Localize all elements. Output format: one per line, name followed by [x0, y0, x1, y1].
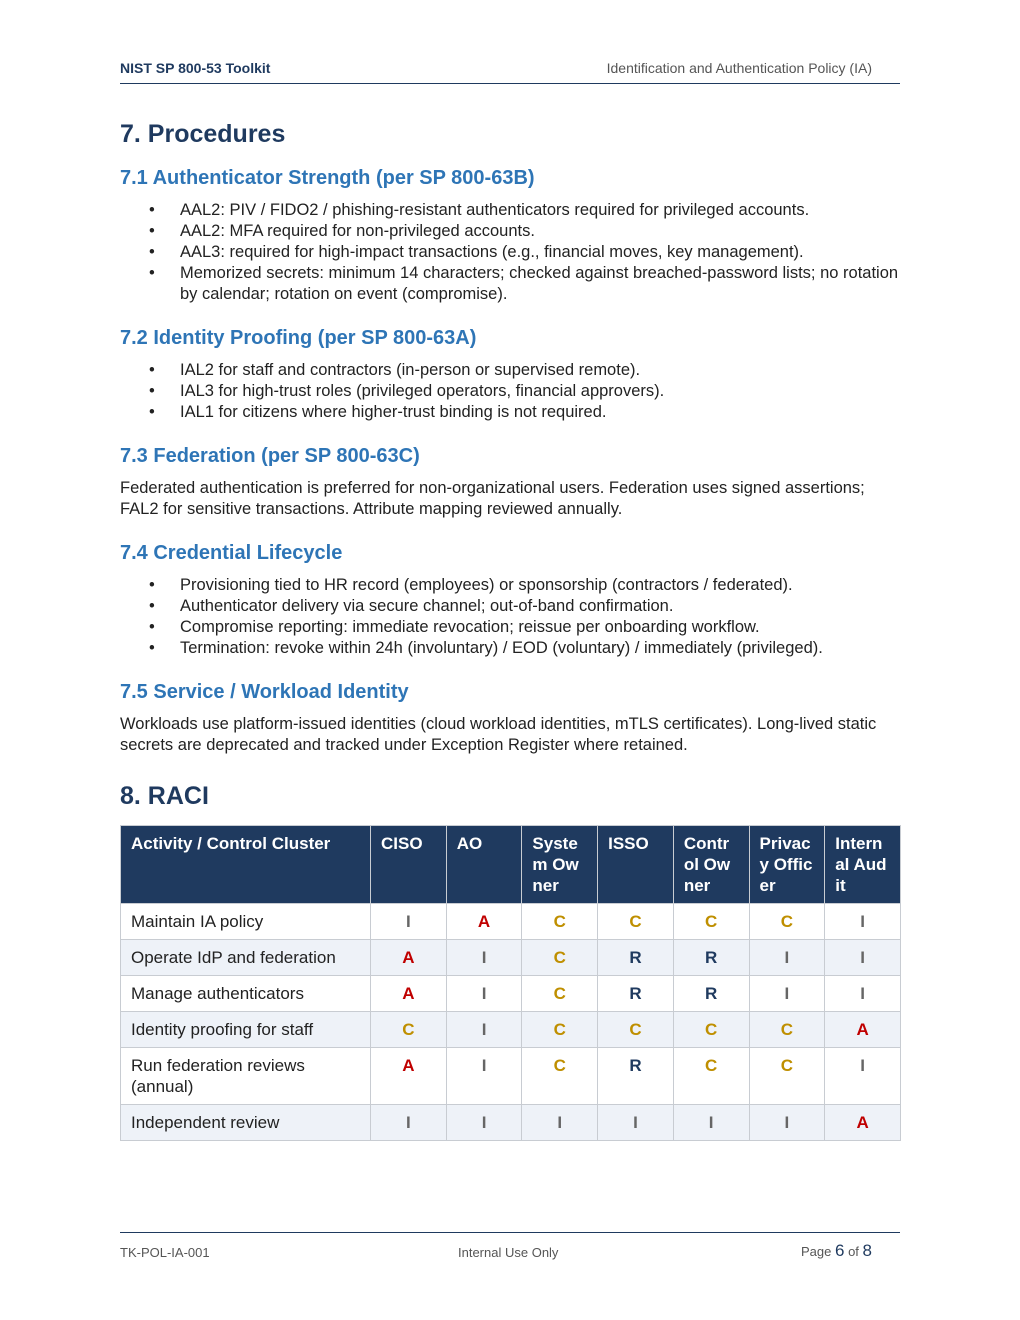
activity-cell: Operate IdP and federation	[121, 940, 371, 976]
column-header: Privacy Officer	[749, 826, 825, 904]
raci-code: I	[446, 940, 522, 976]
raci-code: I	[371, 904, 447, 940]
raci-code: A	[371, 976, 447, 1012]
list-item: • Memorized secrets: minimum 14 characters; checked against breached-password lists; no rotation by calendar; rotation on event (compromise).	[120, 263, 900, 305]
section-7-5-heading: 7.5 Service / Workload Identity	[120, 681, 409, 703]
table-row	[121, 976, 901, 1012]
raci-code: A	[825, 1105, 901, 1141]
column-header: Activity / Control Cluster	[121, 826, 371, 904]
raci-code: I	[446, 976, 522, 1012]
raci-header-row	[121, 826, 901, 904]
list-item: • IAL3 for high-trust roles (privileged operators, financial approvers).	[120, 381, 900, 402]
raci-code: I	[825, 940, 901, 976]
list-item: • IAL2 for staff and contractors (in-person or supervised remote).	[120, 360, 900, 381]
document-body	[120, 108, 900, 1141]
page-label: Page	[800, 1244, 832, 1259]
page-header	[120, 59, 900, 84]
section-7-5-text: Workloads use platform-issued identities (cloud workload identities, mTLS certificates). Long-lived static secrets are deprecated and tracked under Exception Register where retained.	[120, 715, 877, 754]
raci-code: C	[673, 1048, 749, 1105]
section-7-4-heading: 7.4 Credential Lifecycle	[120, 542, 343, 564]
list-item: • Provisioning tied to HR record (employees) or sponsorship (contractors / federated).	[120, 575, 900, 596]
raci-code: A	[825, 1012, 901, 1048]
raci-code: C	[598, 1012, 674, 1048]
raci-code: R	[673, 976, 749, 1012]
raci-code: C	[673, 904, 749, 940]
raci-code: R	[673, 940, 749, 976]
column-header: CISO	[371, 826, 447, 904]
raci-code: C	[749, 1012, 825, 1048]
raci-code: C	[522, 976, 598, 1012]
raci-code: I	[522, 1105, 598, 1141]
section-8-heading: 8. RACI	[120, 782, 209, 810]
section-7-2-list	[120, 360, 900, 423]
raci-code: C	[749, 1048, 825, 1105]
column-header: ISSO	[598, 826, 674, 904]
section-7-heading: 7. Procedures	[120, 120, 286, 148]
activity-cell: Manage authenticators	[121, 976, 371, 1012]
column-header: System Owner	[522, 826, 598, 904]
raci-code: I	[673, 1105, 749, 1141]
raci-code: A	[371, 1048, 447, 1105]
table-row	[121, 1105, 901, 1141]
activity-cell: Run federation reviews (annual)	[121, 1048, 371, 1105]
header-policy-title: Identification and Authentication Policy (IA)	[606, 60, 872, 76]
page-number	[801, 1241, 872, 1261]
raci-code: C	[522, 940, 598, 976]
raci-code: C	[371, 1012, 447, 1048]
table-row	[121, 1012, 901, 1048]
raci-code: I	[825, 904, 901, 940]
activity-cell: Maintain IA policy	[121, 904, 371, 940]
activity-cell: Independent review	[121, 1105, 371, 1141]
raci-code: C	[522, 1012, 598, 1048]
section-7-4-list	[120, 575, 900, 659]
page-footer	[120, 1232, 900, 1263]
raci-code: R	[598, 976, 674, 1012]
header-toolkit-title: NIST SP 800-53 Toolkit	[120, 60, 271, 76]
column-header: Control Owner	[673, 826, 749, 904]
raci-code: I	[598, 1105, 674, 1141]
raci-code: C	[749, 904, 825, 940]
page-total: 8	[862, 1241, 872, 1260]
list-item: • Termination: revoke within 24h (involuntary) / EOD (voluntary) / immediately (privileged).	[120, 638, 900, 659]
raci-code: C	[673, 1012, 749, 1048]
raci-code: I	[825, 976, 901, 1012]
raci-table	[120, 825, 901, 1141]
section-7-3-heading: 7.3 Federation (per SP 800-63C)	[120, 445, 420, 467]
list-item: • AAL2: MFA required for non-privileged accounts.	[120, 221, 900, 242]
table-row	[121, 904, 901, 940]
column-header: Internal Audit	[825, 826, 901, 904]
raci-code: I	[446, 1048, 522, 1105]
section-7-1-list	[120, 200, 900, 305]
table-row	[121, 940, 901, 976]
raci-code: I	[749, 976, 825, 1012]
raci-code: I	[371, 1105, 447, 1141]
column-header: AO	[446, 826, 522, 904]
section-7-3-text: Federated authentication is preferred for non-organizational users. Federation uses signed assertions; FAL2 for sensitive transactions. Attribute mapping reviewed annually.	[120, 479, 865, 518]
activity-cell: Identity proofing for staff	[121, 1012, 371, 1048]
list-item: • AAL3: required for high-impact transactions (e.g., financial moves, key management).	[120, 242, 900, 263]
list-item: • Compromise reporting: immediate revocation; reissue per onboarding workflow.	[120, 617, 900, 638]
section-7-1-heading: 7.1 Authenticator Strength (per SP 800-63B)	[120, 167, 535, 189]
raci-code: R	[598, 1048, 674, 1105]
raci-code: I	[446, 1012, 522, 1048]
raci-code: I	[825, 1048, 901, 1105]
raci-code: R	[598, 940, 674, 976]
raci-code: I	[749, 940, 825, 976]
raci-code: A	[446, 904, 522, 940]
table-row	[121, 1048, 901, 1105]
section-7-2-heading: 7.2 Identity Proofing (per SP 800-63A)	[120, 327, 477, 349]
raci-code: A	[371, 940, 447, 976]
list-item: • AAL2: PIV / FIDO2 / phishing-resistant authenticators required for privileged accounts.	[120, 200, 900, 221]
raci-code: I	[749, 1105, 825, 1141]
raci-code: I	[446, 1105, 522, 1141]
document-id: TK-POL-IA-001	[120, 1245, 210, 1260]
raci-code: C	[522, 1048, 598, 1105]
classification-label: Internal Use Only	[458, 1245, 559, 1260]
raci-code: C	[522, 904, 598, 940]
raci-code: C	[598, 904, 674, 940]
of-label: of	[848, 1244, 859, 1259]
list-item: • Authenticator delivery via secure channel; out-of-band confirmation.	[120, 596, 900, 617]
page-current: 6	[834, 1241, 845, 1260]
list-item: • IAL1 for citizens where higher-trust binding is not required.	[120, 402, 900, 423]
